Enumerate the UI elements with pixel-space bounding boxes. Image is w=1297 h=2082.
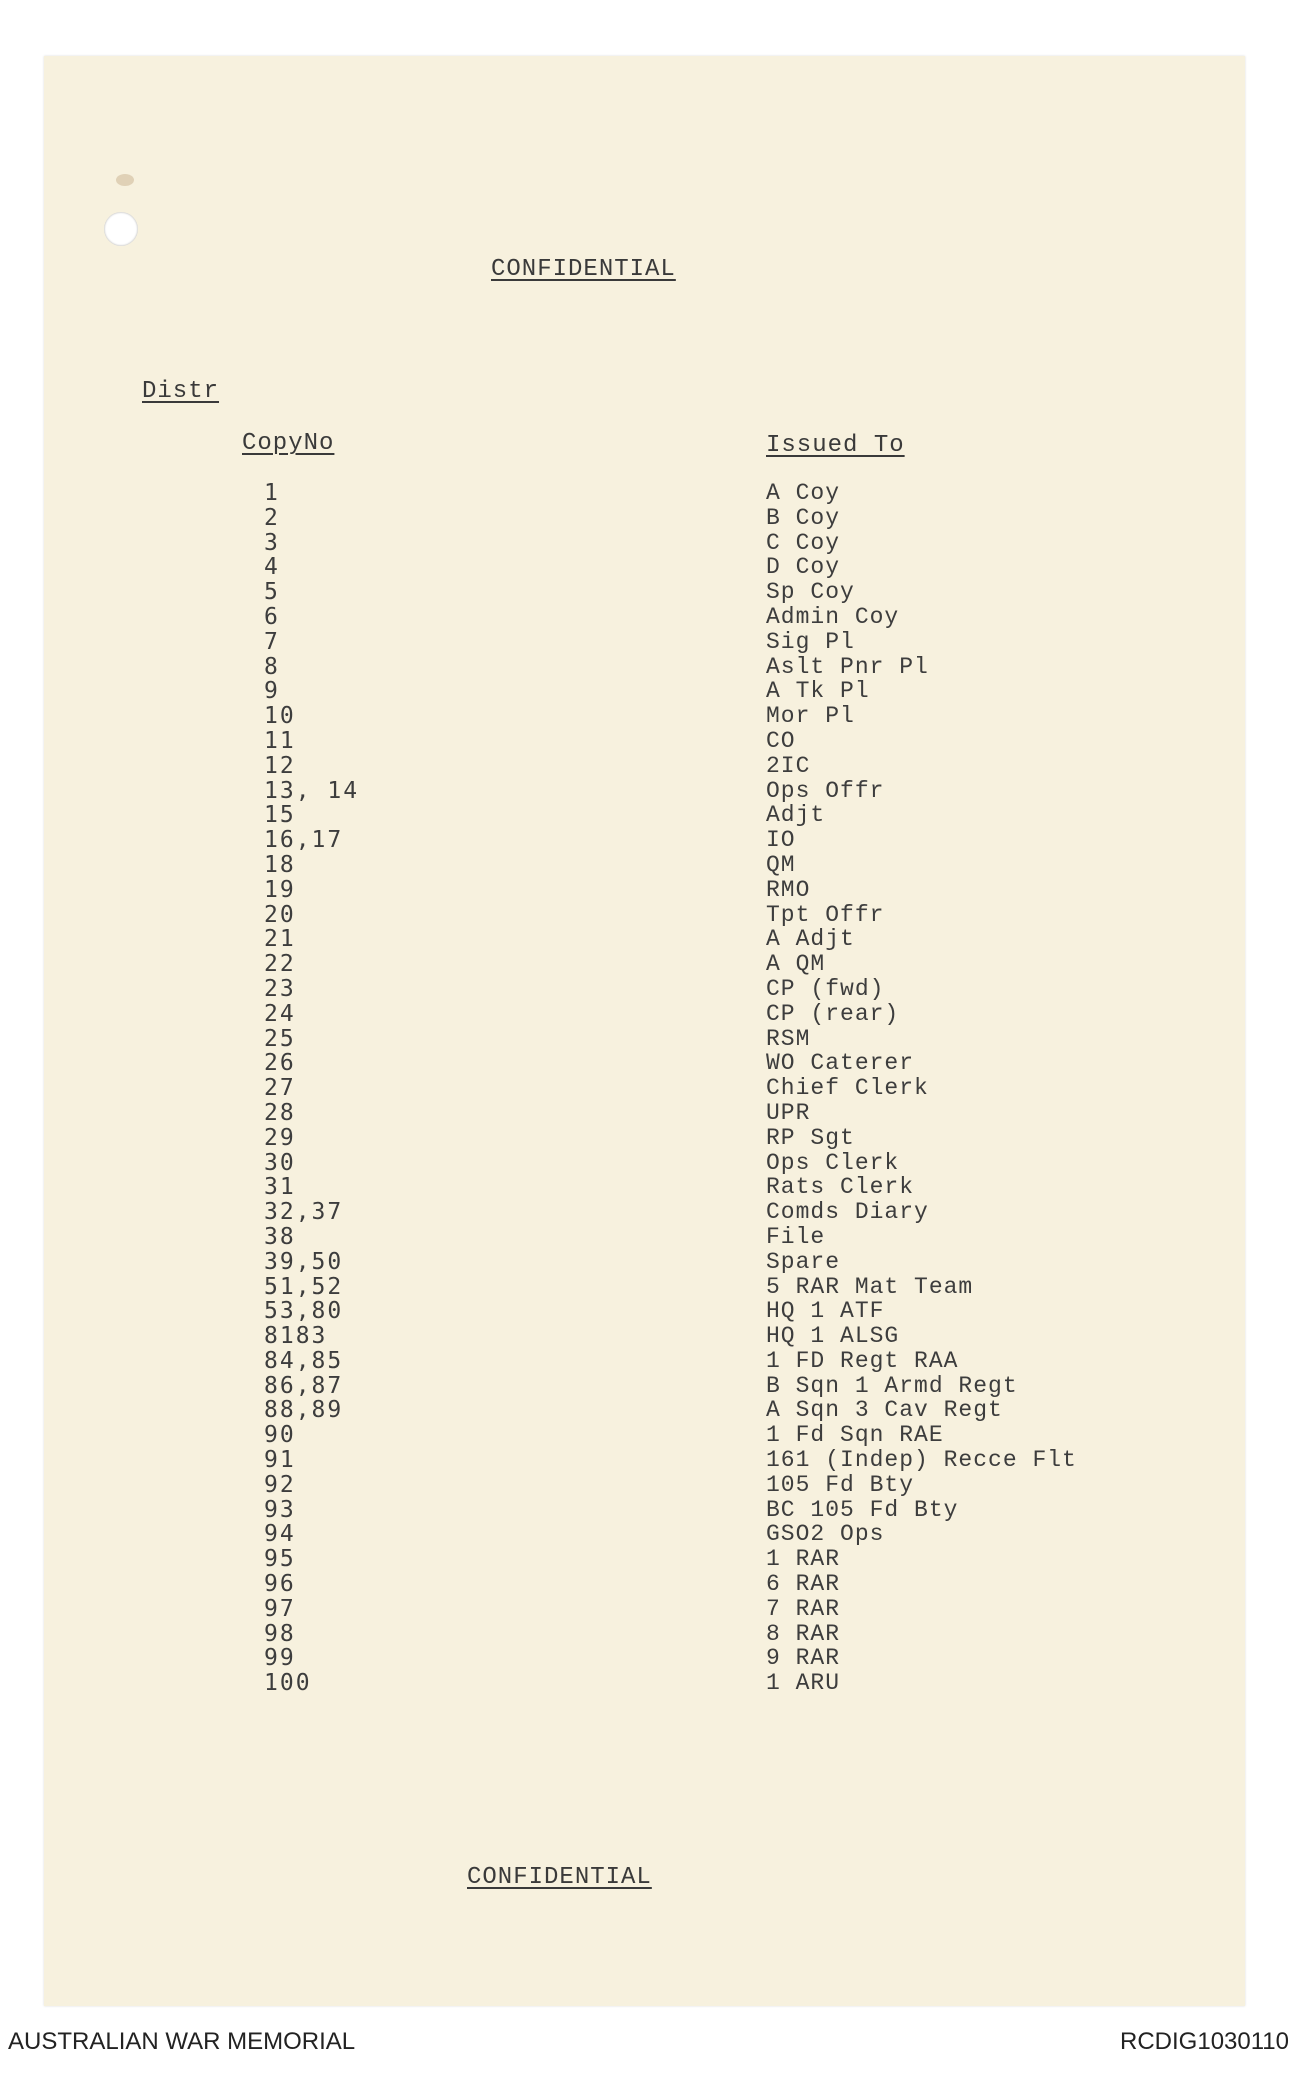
issued-to: CP (fwd) (766, 975, 885, 1002)
copy-number: 24 (264, 1000, 296, 1027)
distribution-row (44, 1274, 1245, 1299)
distribution-row (44, 1249, 1245, 1274)
copy-number: 93 (264, 1496, 296, 1523)
copy-number: 86,87 (264, 1372, 344, 1399)
issued-to: 2IC (766, 752, 811, 779)
issued-to: IO (766, 827, 796, 854)
copy-number: 9 (264, 678, 280, 705)
copy-no-column-header: CopyNo (242, 430, 335, 457)
issued-to: Admin Coy (766, 603, 900, 630)
copy-number: 96 (264, 1571, 296, 1598)
issued-to: 8 RAR (766, 1620, 841, 1647)
distribution-row (44, 852, 1245, 877)
distribution-row (44, 1546, 1245, 1571)
issued-to: B Sqn 1 Armd Regt (766, 1372, 1018, 1399)
copy-number: 15 (264, 802, 296, 829)
issued-to: D Coy (766, 554, 841, 581)
copy-number: 23 (264, 975, 296, 1002)
copy-number: 25 (264, 1025, 296, 1052)
copy-number: 99 (264, 1645, 296, 1672)
copy-number: 19 (264, 876, 296, 903)
document-page (44, 56, 1245, 2006)
copy-number: 100 (264, 1670, 312, 1697)
issued-to: Rats Clerk (766, 1174, 915, 1201)
distribution-row (44, 1670, 1245, 1695)
distribution-row (44, 877, 1245, 902)
copy-number: 39,50 (264, 1248, 344, 1275)
issued-to: HQ 1 ATF (766, 1298, 885, 1325)
issued-to: 1 ARU (766, 1670, 841, 1697)
distribution-row (44, 1373, 1245, 1398)
distribution-row (44, 1174, 1245, 1199)
copy-number: 8 (264, 653, 280, 680)
distribution-row (44, 579, 1245, 604)
distribution-row (44, 480, 1245, 505)
issued-to: 5 RAR Mat Team (766, 1273, 974, 1300)
copy-number: 21 (264, 926, 296, 953)
copy-number: 31 (264, 1174, 296, 1201)
distribution-row (44, 1125, 1245, 1150)
distribution-table (44, 480, 1245, 1695)
distribution-row (44, 1224, 1245, 1249)
issued-to: CO (766, 727, 796, 754)
copy-number: 5 (264, 579, 280, 606)
issued-to-column-header: Issued To (766, 432, 905, 459)
copy-number: 10 (264, 703, 296, 730)
issued-to: RSM (766, 1025, 811, 1052)
distribution-row (44, 976, 1245, 1001)
copy-number: 38 (264, 1223, 296, 1250)
issued-to: A QM (766, 951, 826, 978)
distribution-label: Distr (142, 378, 220, 405)
copy-number: 4 (264, 554, 280, 581)
copy-number: 98 (264, 1620, 296, 1647)
copy-number: 53,80 (264, 1298, 344, 1325)
distribution-row (44, 1150, 1245, 1175)
copy-number: 95 (264, 1546, 296, 1573)
distribution-row (44, 951, 1245, 976)
distribution-row (44, 1497, 1245, 1522)
distribution-row (44, 753, 1245, 778)
copy-number: 18 (264, 851, 296, 878)
distribution-row (44, 1323, 1245, 1348)
copy-number: 16,17 (264, 827, 344, 854)
distribution-row (44, 1621, 1245, 1646)
issued-to: WO Caterer (766, 1050, 915, 1077)
issued-to: QM (766, 851, 796, 878)
distribution-row (44, 530, 1245, 555)
confidential-heading-top: CONFIDENTIAL (491, 256, 676, 283)
copy-number: 51,52 (264, 1273, 344, 1300)
distribution-row (44, 554, 1245, 579)
issued-to: Comds Diary (766, 1199, 929, 1226)
punch-hole (104, 212, 138, 246)
distribution-row (44, 1596, 1245, 1621)
issued-to: A Coy (766, 480, 841, 506)
issued-to: Tpt Offr (766, 901, 885, 928)
issued-to: A Tk Pl (766, 678, 870, 705)
issued-to: A Sqn 3 Cav Regt (766, 1397, 1003, 1424)
issued-to: 7 RAR (766, 1595, 841, 1622)
copy-number: 13, 14 (264, 777, 360, 804)
issued-to: Aslt Pnr Pl (766, 653, 929, 680)
distribution-row (44, 1050, 1245, 1075)
distribution-row (44, 1199, 1245, 1224)
copy-number: 2 (264, 504, 280, 531)
issued-to: B Coy (766, 504, 841, 531)
distribution-row (44, 827, 1245, 852)
issued-to: Adjt (766, 802, 826, 829)
distribution-row (44, 1075, 1245, 1100)
issued-to: Spare (766, 1248, 841, 1275)
issued-to: BC 105 Fd Bty (766, 1496, 959, 1523)
distribution-row (44, 1422, 1245, 1447)
issued-to: Chief Clerk (766, 1075, 929, 1102)
distribution-row (44, 1447, 1245, 1472)
issued-to: 1 FD Regt RAA (766, 1347, 959, 1374)
copy-number: 27 (264, 1075, 296, 1102)
copy-number: 7 (264, 628, 280, 655)
copy-number: 90 (264, 1422, 296, 1449)
distribution-row (44, 1026, 1245, 1051)
distribution-row (44, 1001, 1245, 1026)
confidential-heading-bottom: CONFIDENTIAL (467, 1864, 652, 1891)
paper-stain (116, 174, 134, 186)
distribution-row (44, 604, 1245, 629)
footer-institution: AUSTRALIAN WAR MEMORIAL (8, 2028, 356, 2055)
issued-to: 9 RAR (766, 1645, 841, 1672)
issued-to: Mor Pl (766, 703, 855, 730)
copy-number: 11 (264, 727, 296, 754)
issued-to: HQ 1 ALSG (766, 1323, 900, 1350)
issued-to: Ops Offr (766, 777, 885, 804)
copy-number: 84,85 (264, 1347, 344, 1374)
copy-number: 20 (264, 901, 296, 928)
issued-to: UPR (766, 1099, 811, 1126)
issued-to: File (766, 1223, 826, 1250)
issued-to: 1 Fd Sqn RAE (766, 1422, 944, 1449)
copy-number: 32,37 (264, 1199, 344, 1226)
issued-to: GSO2 Ops (766, 1521, 885, 1548)
copy-number: 30 (264, 1149, 296, 1176)
distribution-row (44, 1521, 1245, 1546)
issued-to: RP Sgt (766, 1124, 855, 1151)
copy-number: 28 (264, 1099, 296, 1126)
distribution-row (44, 902, 1245, 927)
distribution-row (44, 629, 1245, 654)
copy-number: 29 (264, 1124, 296, 1151)
copy-number: 26 (264, 1050, 296, 1077)
issued-to: C Coy (766, 529, 841, 556)
copy-number: 92 (264, 1471, 296, 1498)
issued-to: 161 (Indep) Recce Flt (766, 1447, 1077, 1474)
copy-number: 12 (264, 752, 296, 779)
copy-number: 22 (264, 951, 296, 978)
issued-to: Ops Clerk (766, 1149, 900, 1176)
distribution-row (44, 778, 1245, 803)
distribution-row (44, 703, 1245, 728)
distribution-row (44, 678, 1245, 703)
issued-to: A Adjt (766, 926, 855, 953)
copy-number: 1 (264, 480, 280, 506)
distribution-row (44, 1298, 1245, 1323)
distribution-row (44, 728, 1245, 753)
issued-to: CP (rear) (766, 1000, 900, 1027)
issued-to: 6 RAR (766, 1571, 841, 1598)
distribution-row (44, 654, 1245, 679)
distribution-row (44, 926, 1245, 951)
copy-number: 88,89 (264, 1397, 344, 1424)
distribution-row (44, 1100, 1245, 1125)
copy-number: 94 (264, 1521, 296, 1548)
issued-to: 1 RAR (766, 1546, 841, 1573)
copy-number: 91 (264, 1447, 296, 1474)
issued-to: Sig Pl (766, 628, 855, 655)
footer-record-id: RCDIG1030110 (1120, 2028, 1289, 2055)
copy-number: 8183 (264, 1323, 328, 1350)
distribution-row (44, 1348, 1245, 1373)
issued-to: RMO (766, 876, 811, 903)
copy-number: 6 (264, 603, 280, 630)
distribution-row (44, 1571, 1245, 1596)
issued-to: Sp Coy (766, 579, 855, 606)
copy-number: 3 (264, 529, 280, 556)
distribution-row (44, 802, 1245, 827)
distribution-row (44, 1645, 1245, 1670)
copy-number: 97 (264, 1595, 296, 1622)
distribution-row (44, 1397, 1245, 1422)
issued-to: 105 Fd Bty (766, 1471, 915, 1498)
distribution-row (44, 1472, 1245, 1497)
distribution-row (44, 505, 1245, 530)
